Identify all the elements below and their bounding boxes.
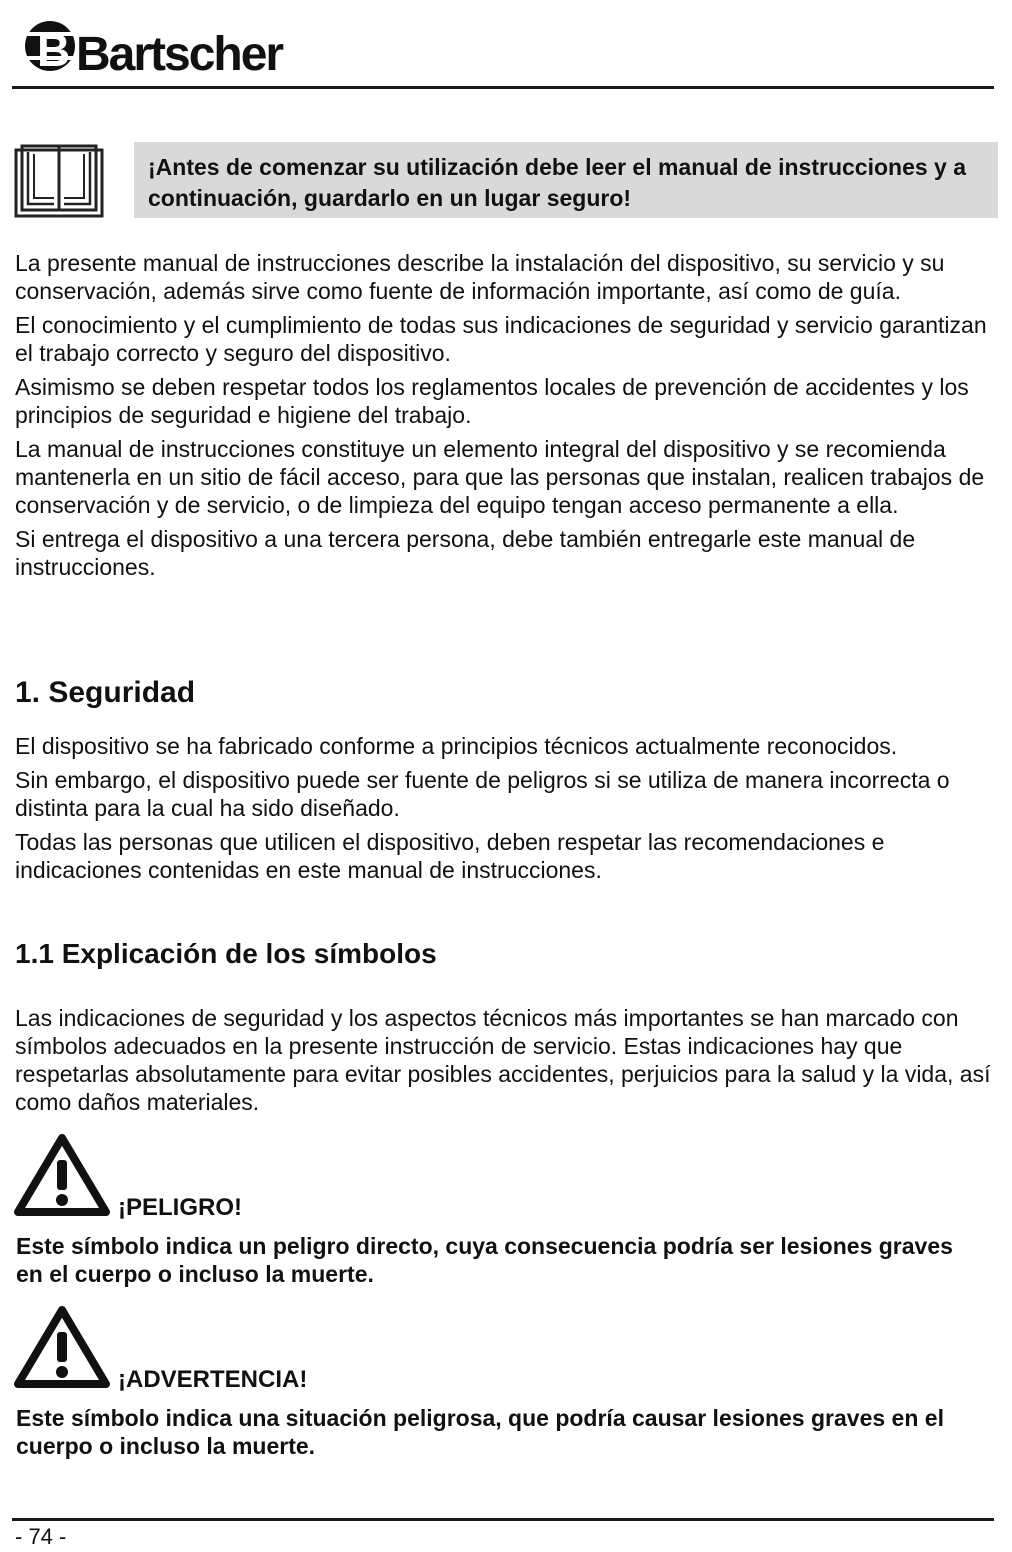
section-paragraph: Sin embargo, el dispositivo puede ser fuente de peligros si se utiliza de manera incorrecta o distinta para la cual ha sido diseñado. <box>15 767 950 821</box>
brand-name: Bartscher <box>76 28 283 81</box>
warning-triangle-icon <box>14 1134 110 1218</box>
section-paragraph: El dispositivo se ha fabricado conforme a principios técnicos actualmente reconocidos. <box>15 733 898 759</box>
section-paragraph: Todas las personas que utilicen el dispositivo, deben respetar las recomendaciones e indicaciones contenidas en este manual de instrucciones. <box>15 829 885 883</box>
svg-text:B: B <box>37 24 71 76</box>
page-number: - 74 - <box>15 1524 67 1549</box>
warning-title: ¡PELIGRO! <box>118 1194 242 1221</box>
intro-paragraph: Asimismo se deben respetar todos los reglamentos locales de prevención de accidentes y los principios de seguridad e higiene del trabajo. <box>15 374 969 428</box>
brand-logo <box>16 10 283 81</box>
subsection-body <box>15 1004 1010 1122</box>
subsection-title: 1.1 Explicación de los símbolos <box>15 938 437 969</box>
intro-paragraph: La manual de instrucciones constituye un elemento integral del dispositivo y se recomienda mantenerla en un sitio de fácil acceso, para que las personas que instalan, realicen trabajos de conservación y de servicio, o de limpieza del equipo tengan acceso permanente a ella. <box>15 436 985 518</box>
warning-triangle-icon <box>14 1306 110 1390</box>
reading-notice <box>14 142 998 220</box>
header-divider <box>12 86 994 89</box>
warning-text: Este símbolo indica una situación peligrosa, que podría causar lesiones graves en el cuerpo o incluso la muerte. <box>16 1405 944 1459</box>
intro-paragraph: El conocimiento y el cumplimiento de todas sus indicaciones de seguridad y servicio garantizan el trabajo correcto y seguro del dispositivo. <box>15 312 987 366</box>
section-1-body <box>15 732 1010 890</box>
footer-divider <box>12 1518 994 1521</box>
warning-text: Este símbolo indica un peligro directo, cuya consecuencia podría ser lesiones graves en el cuerpo o incluso la muerte. <box>16 1233 953 1287</box>
section-title: 1. Seguridad <box>15 676 196 709</box>
intro-section <box>15 249 1010 587</box>
intro-paragraph: La presente manual de instrucciones describe la instalación del dispositivo, su servicio y su conservación, además sirve como fuente de información importante, así como de guía. <box>15 250 945 304</box>
warning-title: ¡ADVERTENCIA! <box>118 1366 308 1393</box>
book-icon <box>14 144 104 218</box>
notice-text: ¡Antes de comenzar su utilización debe leer el manual de instrucciones y a continuación, guardarlo en un lugar seguro! <box>134 142 998 218</box>
subsection-paragraph: Las indicaciones de seguridad y los aspectos técnicos más importantes se han marcado con símbolos adecuados en la presente instrucción de servicio. Estas indicaciones hay que respetarlas absolutamente para evitar posibles accidentes, perjuicios para la salud y la vida, así como daños materiales. <box>15 1005 991 1115</box>
intro-paragraph: Si entrega el dispositivo a una tercera persona, debe también entregarle este manual de instrucciones. <box>15 526 916 580</box>
